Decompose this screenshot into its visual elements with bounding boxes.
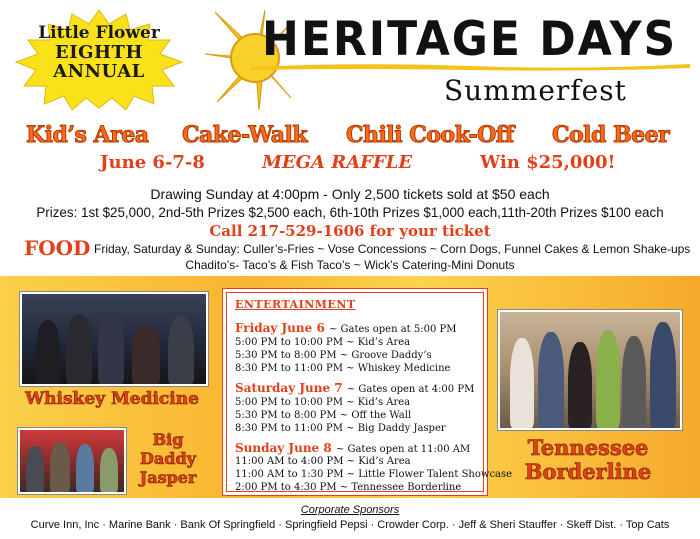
schedule-day-sunday bbox=[235, 441, 470, 455]
event-subtitle: Summerfest bbox=[444, 74, 627, 107]
gate-time: ~ Gates open at 11:00 AM bbox=[335, 444, 471, 455]
drawing-info: Drawing Sunday at 4:00pm - Only 2,500 tickets sold at $50 each bbox=[150, 186, 550, 202]
gate-time: ~ Gates open at 4:00 PM bbox=[346, 384, 475, 395]
day-label: Sunday June 8 bbox=[235, 441, 332, 455]
badge-line2: EIGHTH bbox=[55, 42, 143, 63]
attraction-chili: Chili Cook-Off bbox=[346, 122, 514, 148]
band2-line3: Jasper bbox=[139, 468, 197, 487]
band-whiskey-medicine: Whiskey Medicine bbox=[25, 389, 199, 409]
badge-text bbox=[14, 24, 184, 81]
badge-line1: Little Flower bbox=[38, 23, 160, 43]
food-line2: Chadito’s- Taco’s & Fish Taco’s ~ Wick’s Catering-Mini Donuts bbox=[185, 258, 515, 272]
photo-tennessee-borderline bbox=[498, 310, 682, 430]
event-title: HERITAGE DAYS bbox=[262, 11, 678, 68]
schedule-line: 11:00 AM to 1:30 PM ~ Little Flower Talent Showcase bbox=[235, 469, 513, 480]
dates-row bbox=[0, 152, 700, 176]
header bbox=[0, 0, 700, 118]
sponsors-title: Corporate Sponsors bbox=[300, 504, 400, 516]
attraction-beer: Cold Beer bbox=[552, 122, 670, 148]
photo-big-daddy-jasper bbox=[18, 428, 126, 494]
raffle-title: MEGA RAFFLE bbox=[262, 152, 413, 173]
schedule-title: ENTERTAINMENT bbox=[235, 298, 356, 311]
day-label: Friday June 6 bbox=[235, 321, 325, 335]
schedule-line: 5:30 PM to 8:00 PM ~ Groove Daddy’s bbox=[235, 350, 432, 361]
gate-time: ~ Gates open at 5:00 PM bbox=[328, 324, 457, 335]
schedule-line: 5:00 PM to 10:00 PM ~ Kid’s Area bbox=[235, 337, 411, 348]
band2-line2: Daddy bbox=[140, 449, 196, 468]
badge-line3: ANNUAL bbox=[53, 61, 145, 82]
band-big-daddy-jasper bbox=[128, 430, 208, 487]
schedule-line: 5:30 PM to 8:00 PM ~ Off the Wall bbox=[235, 410, 412, 421]
schedule-line: 5:00 PM to 10:00 PM ~ Kid’s Area bbox=[235, 397, 411, 408]
band2-line1: Big bbox=[152, 430, 184, 449]
photo-whiskey-medicine bbox=[20, 292, 208, 386]
event-dates: June 6-7-8 bbox=[100, 152, 205, 173]
schedule-day-saturday bbox=[235, 381, 474, 395]
food-line1: Friday, Saturday & Sunday: Culler’s-Fries ~ Vose Concessions ~ Corn Dogs, Funnel Cakes & Lemon Shake-ups bbox=[94, 242, 691, 256]
schedule-line: 11:00 AM to 4:00 PM ~ Kid’s Area bbox=[235, 456, 411, 467]
ticket-phone: Call 217-529-1606 for your ticket bbox=[209, 222, 491, 240]
attractions-row bbox=[0, 122, 700, 150]
sponsors-list: Curve Inn, Inc · Marine Bank · Bank Of Springfield · Springfield Pepsi · Crowder Corp. · Jeff & Sheri Stauffer · Skeff Dist. · Top Cats bbox=[30, 519, 670, 531]
attraction-cake-walk: Cake-Walk bbox=[182, 122, 308, 148]
schedule-line: 2:00 PM to 4:30 PM ~ Tennessee Borderline bbox=[235, 482, 462, 493]
band-tennessee-borderline bbox=[496, 436, 680, 484]
schedule-line: 8:30 PM to 11:00 PM ~ Big Daddy Jasper bbox=[235, 423, 446, 434]
band3-line1: Tennessee bbox=[527, 435, 649, 460]
entertainment-schedule bbox=[226, 292, 513, 493]
raffle-win: Win $25,000! bbox=[480, 152, 616, 173]
schedule-line: 8:30 PM to 11:00 PM ~ Whiskey Medicine bbox=[235, 363, 451, 374]
band3-line2: Borderline bbox=[524, 459, 652, 484]
day-label: Saturday June 7 bbox=[235, 381, 343, 395]
schedule-day-friday bbox=[235, 321, 456, 335]
food-label: FOOD bbox=[24, 236, 91, 260]
prizes-info: Prizes: 1st $25,000, 2nd-5th Prizes $2,500 each, 6th-10th Prizes $1,000 each,11th-20th Prizes $100 each bbox=[36, 205, 664, 220]
attraction-kids-area: Kid’s Area bbox=[26, 122, 149, 148]
